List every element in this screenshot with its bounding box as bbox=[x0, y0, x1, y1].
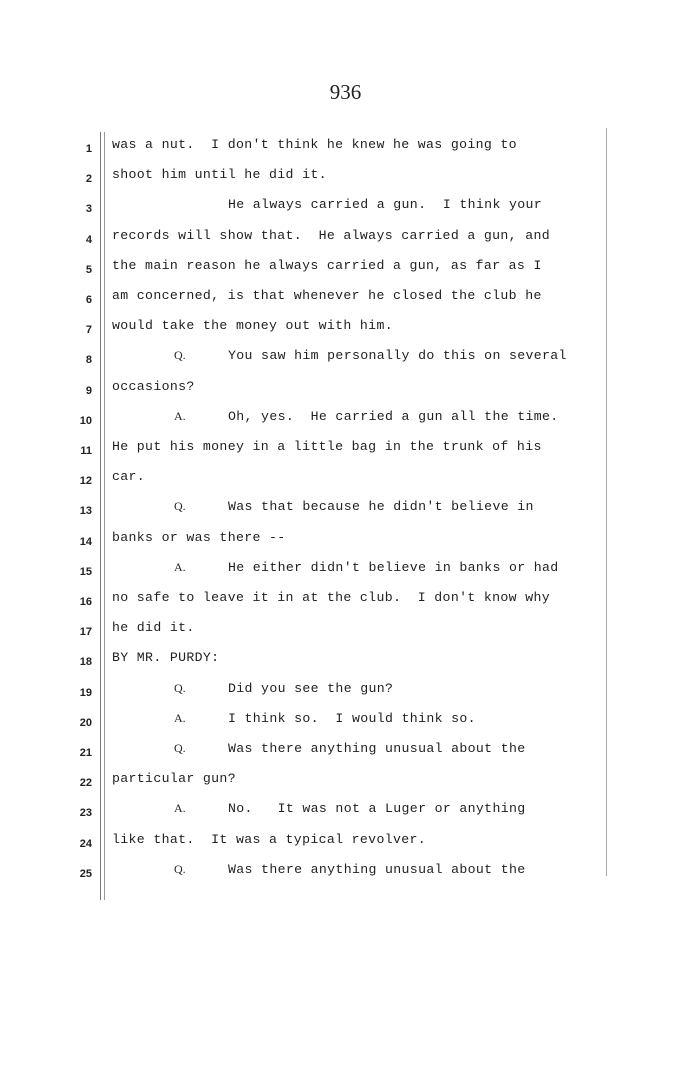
line-number: 4 bbox=[85, 233, 92, 246]
transcript-line bbox=[0, 832, 691, 852]
line-text: would take the money out with him. bbox=[112, 318, 393, 334]
line-number: 1 bbox=[85, 143, 92, 155]
line-number: 20 bbox=[79, 716, 92, 729]
line-number: 19 bbox=[79, 686, 92, 699]
transcript-line bbox=[0, 288, 691, 308]
line-number: 24 bbox=[79, 837, 92, 850]
transcript-line bbox=[0, 318, 691, 338]
line-number: 14 bbox=[79, 535, 92, 548]
transcript-line bbox=[0, 167, 691, 187]
line-text: he did it. bbox=[112, 620, 195, 636]
line-text: Did you see the gun? bbox=[228, 680, 394, 696]
transcript-line bbox=[0, 409, 691, 429]
transcript-line bbox=[0, 560, 691, 580]
line-text: was a nut. I don't think he knew he was going to bbox=[112, 137, 517, 152]
transcript-line bbox=[0, 258, 691, 278]
line-text: like that. It was a typical revolver. bbox=[112, 831, 427, 847]
line-text: Was there anything unusual about the bbox=[228, 861, 526, 877]
transcript-line bbox=[0, 499, 691, 519]
line-number: 13 bbox=[79, 505, 92, 518]
transcript-line bbox=[0, 348, 691, 368]
line-number: 6 bbox=[85, 294, 92, 306]
transcript-line bbox=[0, 228, 691, 248]
transcript-line bbox=[0, 711, 691, 731]
transcript-line bbox=[0, 862, 691, 882]
transcript-line bbox=[0, 379, 691, 399]
qa-marker: Q. bbox=[174, 499, 186, 514]
line-text: He put his money in a little bag in the trunk of his bbox=[112, 439, 542, 454]
line-number: 2 bbox=[85, 173, 92, 186]
qa-marker: A. bbox=[174, 408, 186, 423]
transcript-line bbox=[0, 439, 691, 459]
transcript-line bbox=[0, 771, 691, 791]
line-number: 23 bbox=[79, 807, 92, 820]
transcript-line bbox=[0, 137, 691, 157]
line-number: 5 bbox=[85, 263, 92, 276]
line-text: BY MR. PURDY: bbox=[112, 650, 220, 666]
line-number: 3 bbox=[85, 203, 92, 216]
line-text: He either didn't believe in banks or had bbox=[228, 559, 559, 575]
transcript-line bbox=[0, 650, 691, 670]
line-number: 21 bbox=[79, 747, 92, 759]
line-number: 22 bbox=[79, 777, 92, 790]
qa-marker: A. bbox=[174, 559, 186, 574]
transcript-line bbox=[0, 620, 691, 640]
line-text: Oh, yes. He carried a gun all the time. bbox=[228, 408, 559, 424]
line-number: 16 bbox=[79, 596, 92, 608]
line-number: 9 bbox=[85, 384, 92, 397]
line-text: shoot him until he did it. bbox=[112, 167, 327, 183]
transcript-line bbox=[0, 530, 691, 550]
line-text: He always carried a gun. I think your bbox=[228, 197, 543, 213]
line-text: No. It was not a Luger or anything bbox=[228, 801, 526, 817]
line-number: 10 bbox=[79, 414, 92, 427]
line-text: I think so. I would think so. bbox=[228, 710, 476, 726]
transcript-line bbox=[0, 681, 691, 701]
transcript-line bbox=[0, 469, 691, 489]
line-text: Was that because he didn't believe in bbox=[228, 499, 534, 515]
transcript-line bbox=[0, 741, 691, 761]
line-text: the main reason he always carried a gun, as far as I bbox=[112, 257, 542, 273]
line-text: records will show that. He always carried a gun, and bbox=[112, 227, 550, 243]
line-text: no safe to leave it in at the club. I don't know why bbox=[112, 590, 550, 605]
line-text: occasions? bbox=[112, 378, 195, 394]
line-number: 8 bbox=[85, 354, 92, 367]
transcript-line bbox=[0, 801, 691, 821]
line-number: 12 bbox=[79, 475, 92, 488]
transcript-line bbox=[0, 197, 691, 217]
qa-marker: Q. bbox=[174, 861, 186, 876]
qa-marker: Q. bbox=[174, 348, 186, 363]
line-number: 11 bbox=[80, 445, 92, 457]
line-text: am concerned, is that whenever he closed the club he bbox=[112, 288, 542, 303]
transcript-line bbox=[0, 590, 691, 610]
line-text: banks or was there -- bbox=[112, 529, 286, 545]
line-text: particular gun? bbox=[112, 771, 236, 787]
line-number: 7 bbox=[85, 324, 92, 337]
qa-marker: Q. bbox=[174, 680, 186, 695]
line-text: You saw him personally do this on several bbox=[228, 348, 567, 364]
qa-marker: Q. bbox=[174, 741, 186, 755]
qa-marker: A. bbox=[174, 710, 186, 725]
qa-marker: A. bbox=[174, 801, 186, 816]
line-number: 17 bbox=[79, 626, 92, 639]
line-text: Was there anything unusual about the bbox=[228, 741, 526, 756]
line-number: 25 bbox=[79, 867, 92, 880]
page-number: 936 bbox=[329, 80, 362, 104]
line-number: 18 bbox=[79, 656, 92, 669]
line-number: 15 bbox=[79, 565, 92, 578]
line-text: car. bbox=[112, 469, 146, 485]
